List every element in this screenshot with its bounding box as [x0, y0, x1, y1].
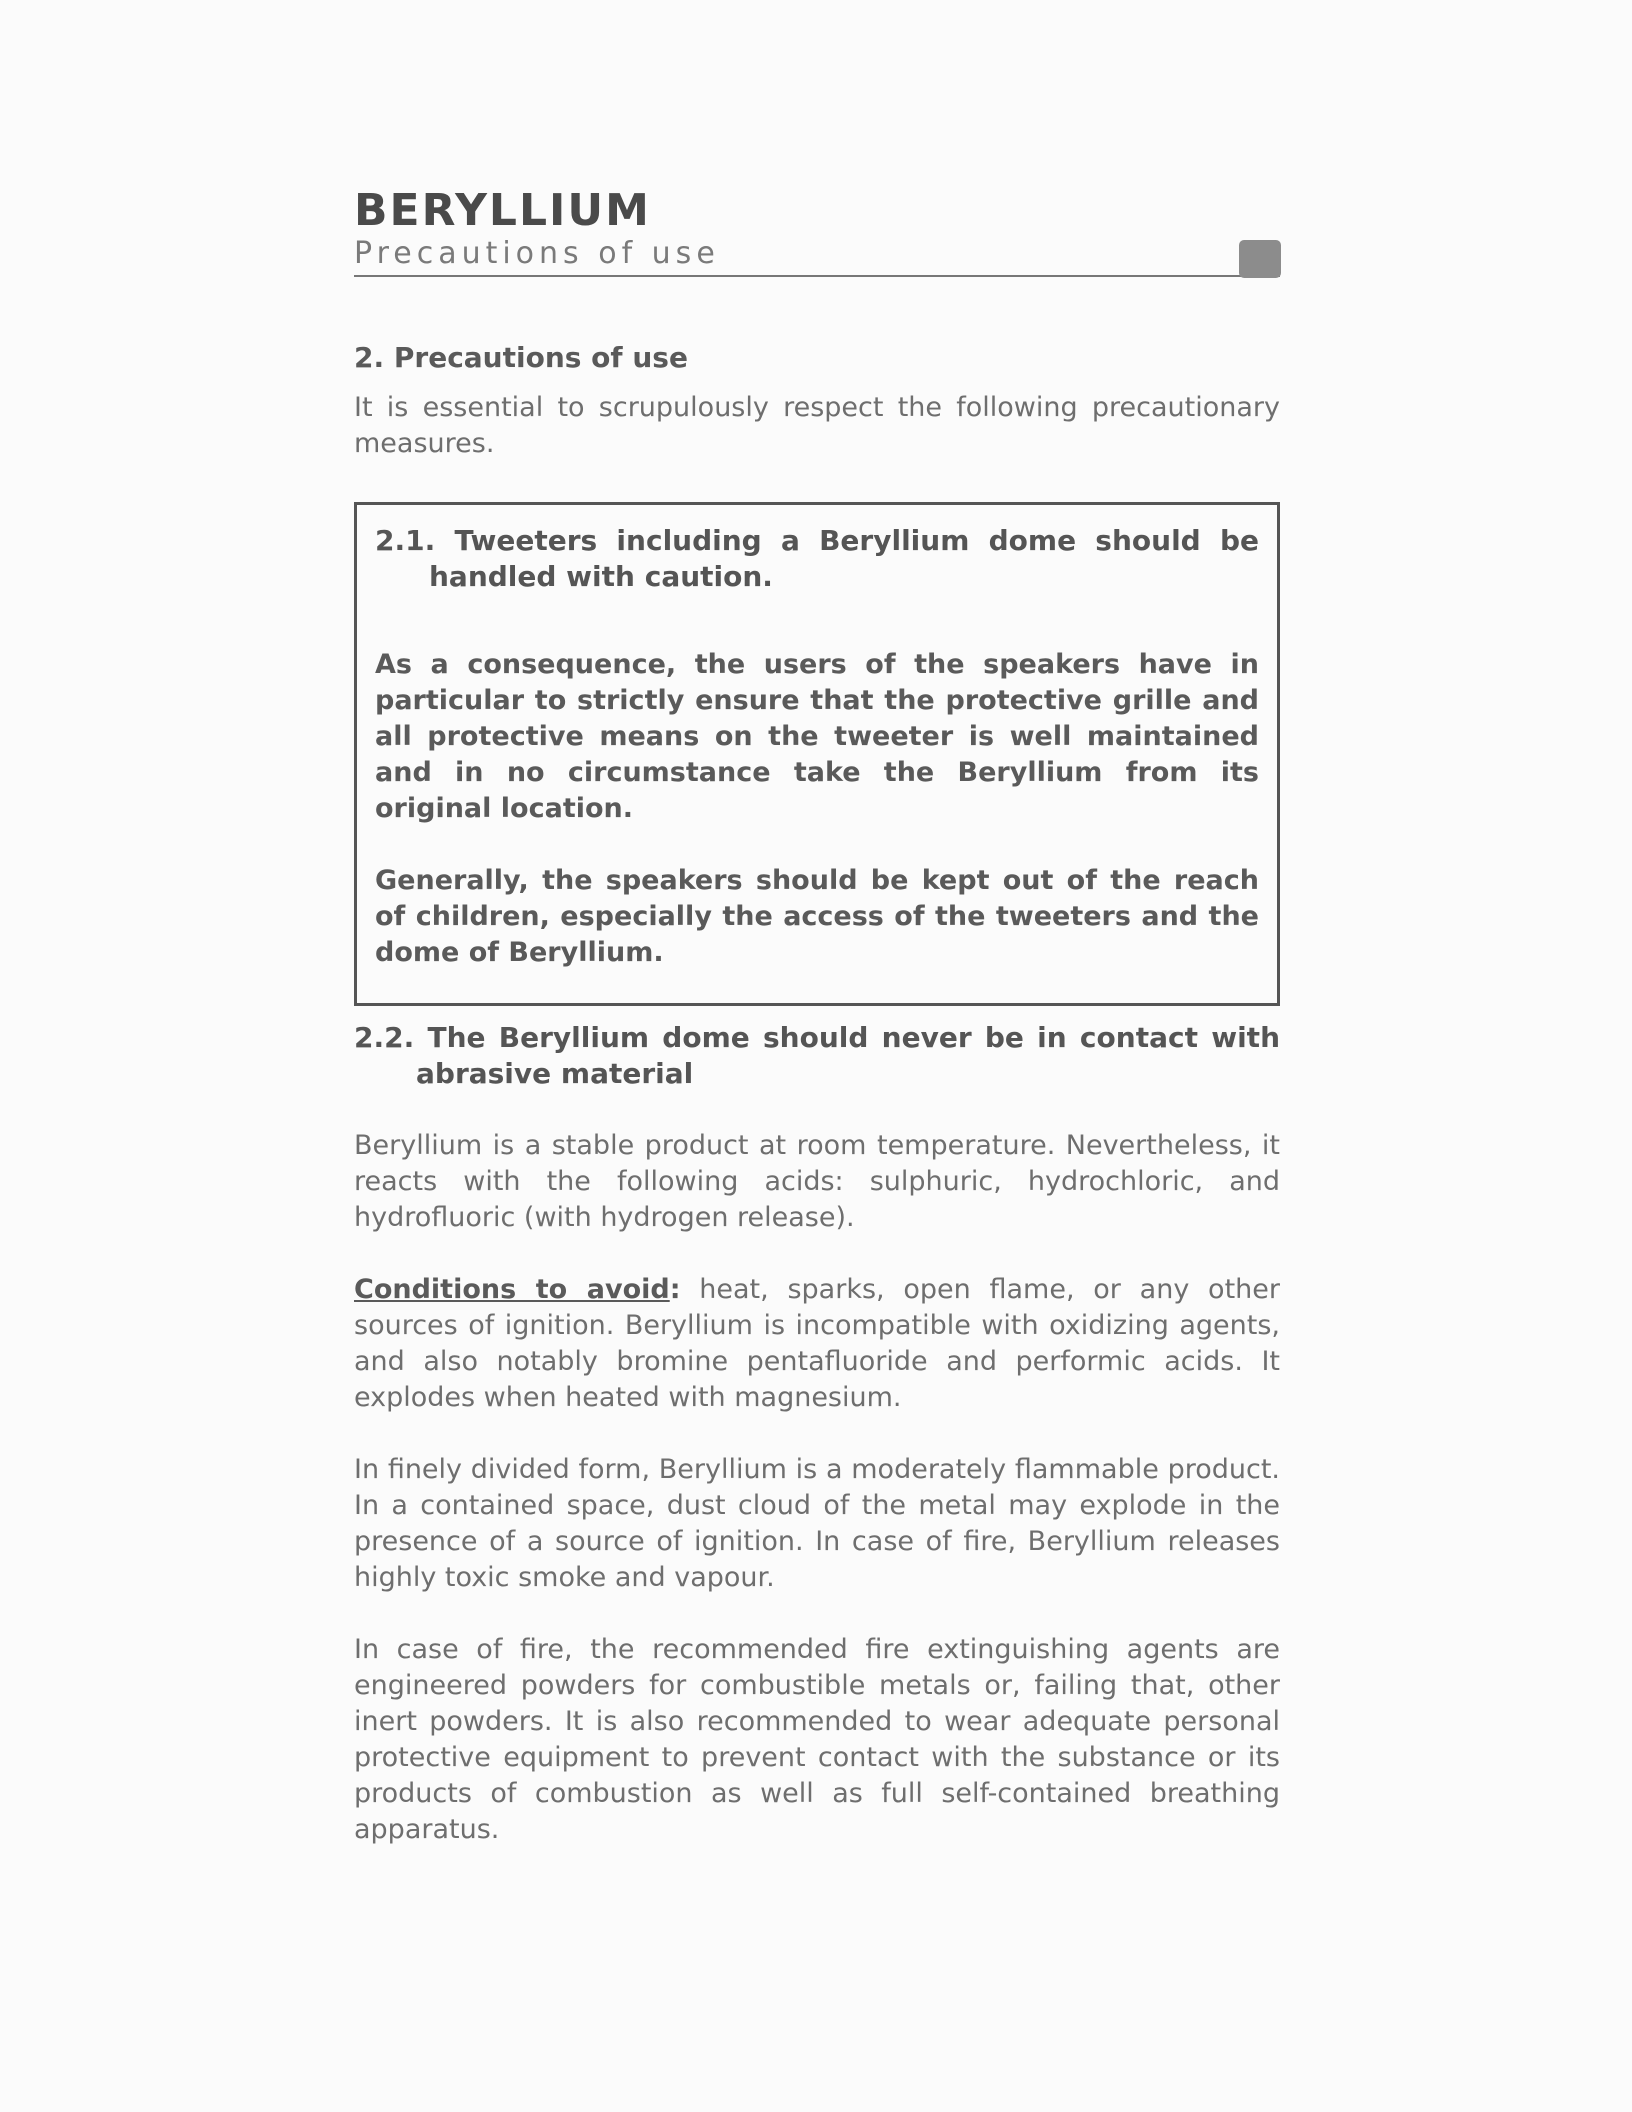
document-subtitle: Precautions of use — [354, 236, 720, 271]
body-paragraph: Beryllium is a stable product at room temperature. Nevertheless, it reacts with the following acids: sulphuric, hydrochloric, and hydrofluoric (with hydrogen release). — [354, 1130, 1280, 1233]
section-tab-marker — [1239, 240, 1281, 278]
page-header — [354, 186, 1282, 272]
intro-paragraph: It is essential to scrupulously respect the following precautionary measures. — [354, 392, 1280, 459]
subsection-heading: 2.2. The Beryllium dome should never be in contact with abrasive material — [354, 1021, 1280, 1090]
conditions-paragraph — [354, 1272, 1280, 1416]
body-paragraph: In case of fire, the recommended fire extinguishing agents are engineered powders for combustible metals or, failing that, other inert powders. It is also recommended to wear adequate personal protective equipment to prevent contact with the substance or its products of combustion as well as full self-contained breathing apparatus. — [354, 1634, 1280, 1845]
conditions-text: heat, sparks, open flame, or any other sources of ignition. Beryllium is incompatible with oxidizing agents, and also notably bromine pentafluoride and performic acids. It explodes when heated with magnesium. — [354, 1274, 1280, 1413]
conditions-label: Conditions to avoid — [354, 1274, 670, 1305]
callout-heading: 2.1. Tweeters including a Beryllium dome should be handled with caution. — [375, 524, 1259, 593]
page-content — [354, 340, 1280, 1884]
callout-paragraph: As a consequence, the users of the speakers have in particular to strictly ensure that the protective grille and all protective means on the tweeter is well maintained and in no circumstance take the Beryllium from its original location. — [375, 649, 1259, 824]
section-heading: 2. Precautions of use — [354, 341, 688, 374]
callout-paragraph: Generally, the speakers should be kept out of the reach of children, especially the access of the tweeters and the dome of Beryllium. — [375, 865, 1259, 968]
caution-box — [354, 502, 1280, 1006]
header-divider — [354, 275, 1280, 277]
document-title: BERYLLIUM — [354, 185, 651, 236]
body-paragraph: In finely divided form, Beryllium is a moderately flammable product. In a contained space, dust cloud of the metal may explode in the presence of a source of ignition. In case of fire, Beryllium releases highly toxic smoke and vapour. — [354, 1454, 1280, 1593]
conditions-colon: : — [669, 1274, 681, 1305]
